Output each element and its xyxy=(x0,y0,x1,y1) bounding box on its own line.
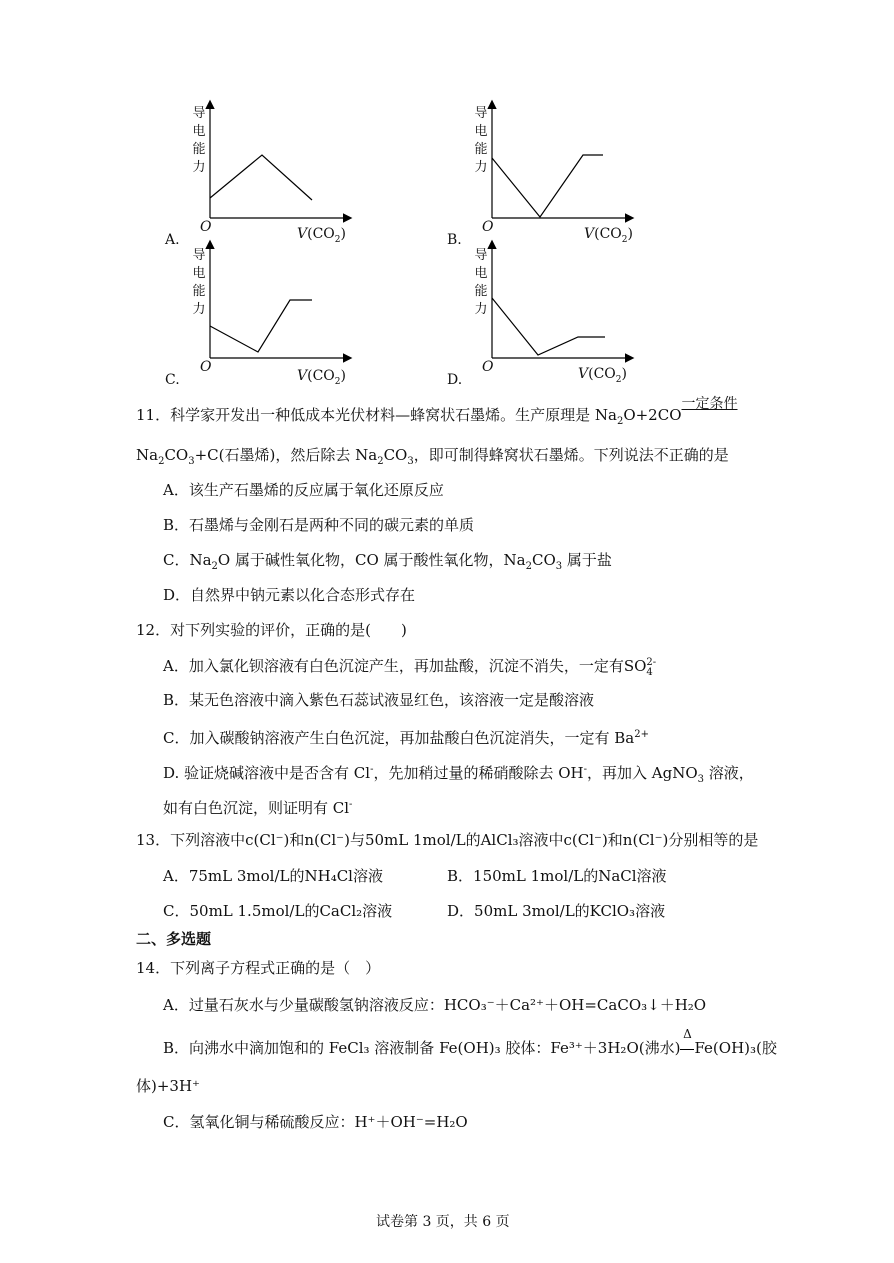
graph-d-option: D. xyxy=(447,372,463,388)
q12-stem: 12．对下列实验的评价，正确的是( ) xyxy=(136,621,407,639)
graph-b-option: B. xyxy=(447,232,462,248)
q11-option-a: A．该生产石墨烯的反应属于氧化还原反应 xyxy=(163,481,444,499)
q12-option-d-line2: 如有白色沉淀，则证明有 Cl- xyxy=(163,799,353,817)
q13-option-c: C．50mL 1.5mol/L的CaCl₂溶液 xyxy=(163,902,393,920)
graph-c-option: C. xyxy=(165,372,180,388)
graph-d-x-label: $V(CO_2)$ xyxy=(578,366,627,385)
q11-stem-line1: 11．科学家开发出一种低成本光伏材料—蜂窝状石墨烯。生产原理是 $Na_2O+2CO$一定条件 xyxy=(136,396,738,427)
graph-c-y-label: 导 电 能 力 xyxy=(192,248,206,317)
graph-a-y-label: 导 电 能 力 xyxy=(192,106,206,175)
graph-d-curve xyxy=(492,298,605,355)
q12-option-a: A．加入氯化钡溶液有白色沉淀产生，再加盐酸，沉淀不消失，一定有SO 2- 4 xyxy=(163,657,657,678)
q13-option-b: B．150mL 1mol/L的NaCl溶液 xyxy=(447,867,667,885)
graph-b xyxy=(492,102,632,218)
q11-stem-line2: $Na_2CO_3+C$(石墨烯)，然后除去 $Na_2CO_3$，即可制得蜂窝状石墨烯。下列说法不正确的是 xyxy=(136,446,729,467)
graph-a-origin: O xyxy=(200,219,212,235)
q13-option-a: A．75mL 3mol/L的NH₄Cl溶液 xyxy=(163,867,383,885)
graph-b-curve xyxy=(492,155,603,217)
q12-option-d-line1: D. 验证烧碱溶液中是否含有 Cl-，先加稍过量的稀硝酸除去 OH-，再加入 AgNO$_3$ 溶液， xyxy=(163,764,754,785)
graph-b-origin: O xyxy=(482,219,494,235)
q14-option-c: C．氢氧化铜与稀硫酸反应：H⁺＋OH⁻=H₂O xyxy=(163,1113,468,1131)
q13-stem: 13．下列溶液中c(Cl⁻)和n(Cl⁻)与50mL 1mol/L的AlCl₃溶液中c(Cl⁻)和n(Cl⁻)分别相等的是 xyxy=(136,831,759,849)
graph-b-x-label: $V(CO_2)$ xyxy=(584,226,633,245)
graph-c xyxy=(210,242,350,358)
q12-option-b: B．某无色溶液中滴入紫色石蕊试液显红色，该溶液一定是酸溶液 xyxy=(163,691,595,709)
graph-a-option: A. xyxy=(165,232,180,248)
graph-b-y-label: 导 电 能 力 xyxy=(474,106,488,175)
q11-option-d: D．自然界中钠元素以化合态形式存在 xyxy=(163,586,416,604)
graphs-drawing xyxy=(0,0,894,400)
section-heading: 二、多选题 xyxy=(136,930,212,948)
graph-d-origin: O xyxy=(482,359,494,375)
q13-option-d: D．50mL 3mol/L的KClO₃溶液 xyxy=(447,902,666,920)
graph-c-curve xyxy=(210,300,312,352)
page-footer: 试卷第 3 页，共 6 页 xyxy=(376,1214,510,1230)
q14-stem: 14．下列离子方程式正确的是（ ） xyxy=(136,959,381,977)
q14-option-b-line1: B．向沸水中滴加饱和的 FeCl₃ 溶液制备 Fe(OH)₃ 胶体：Fe³⁺＋3H₂O(沸水) Δ Fe(OH)₃(胶 xyxy=(163,1027,777,1057)
graph-c-x-label: $V(CO_2)$ xyxy=(297,368,346,387)
graph-a-x-label: $V(CO_2)$ xyxy=(297,226,346,245)
q14-option-a: A．过量石灰水与少量碳酸氢钠溶液反应：HCO₃⁻＋Ca²⁺＋OH=CaCO₃↓＋H₂O xyxy=(163,996,707,1014)
q11-option-c: C．$Na_2O$ 属于碱性氧化物，CO 属于酸性氧化物，$Na_2CO_3$ 属于盐 xyxy=(163,551,612,572)
graph-c-origin: O xyxy=(200,359,212,375)
graph-a xyxy=(210,102,350,218)
q14-option-b-line2: 体)+3H⁺ xyxy=(136,1077,200,1095)
graph-d xyxy=(492,242,632,358)
graph-d-y-label: 导 电 能 力 xyxy=(474,248,488,317)
graph-a-curve xyxy=(210,155,312,200)
q11-option-b: B．石墨烯与金刚石是两种不同的碳元素的单质 xyxy=(163,516,475,534)
q12-option-c: C．加入碳酸钠溶液产生白色沉淀，再加盐酸白色沉淀消失，一定有 $Ba^{2+}$ xyxy=(163,729,649,747)
